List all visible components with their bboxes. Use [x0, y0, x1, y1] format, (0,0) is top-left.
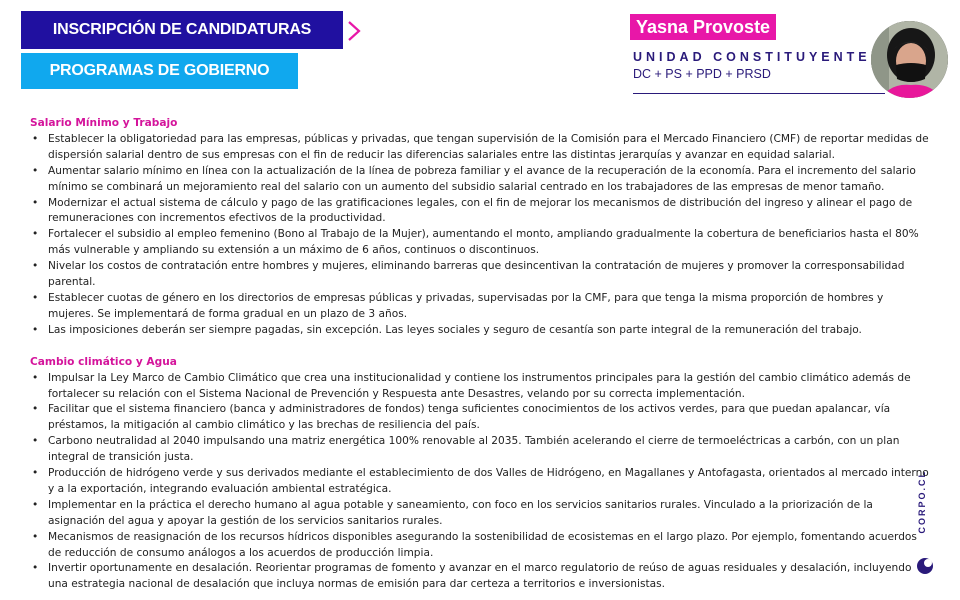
section-salario-trabajo	[30, 116, 930, 339]
bullet-list	[30, 371, 930, 594]
list-item: • Implementar en la práctica el derecho humano al agua potable y saneamiento, con foco en los servicios sanitarios rurales. Vinculado a la priorización de la asignación del agua y apoyar la gestión de los servicios sanitarios rurales.	[30, 498, 930, 530]
party-list: DC + PS + PPD + PRSD	[633, 67, 771, 81]
nav-programas-de-gobierno-button[interactable]: PROGRAMAS DE GOBIERNO	[21, 53, 298, 89]
list-item: • Aumentar salario mínimo en línea con la actualización de la línea de pobreza familiar y el avance de la recuperación de la economía. Para el incremento del salario mínimo se combinará un mejoramiento real del salario con un aumento del subsidio salarial centrado en los trabajadores de las empresas de menor tamaño.	[30, 164, 930, 196]
list-item: • Impulsar la Ley Marco de Cambio Climático que crea una institucionalidad y contiene los instrumentos principales para la gestión del cambio climático además de fortalecer su relación con el Sistema Nacional de Prevención y Respuesta ante Desastres, velando por su correcta implementación.	[30, 371, 930, 403]
chevron-right-icon	[346, 19, 362, 43]
bullet-list	[30, 132, 930, 339]
nav-inscripcion-candidaturas-button[interactable]: INSCRIPCIÓN DE CANDIDATURAS	[21, 11, 343, 49]
list-item: • Las imposiciones deberán ser siempre pagadas, sin excepción. Las leyes sociales y seguro de cesantía son parte integral de la remuneración del trabajo.	[30, 323, 930, 339]
candidate-avatar	[871, 21, 948, 98]
list-item: • Establecer cuotas de género en los directorios de empresas públicas y privadas, supervisadas por la CMF, para que tenga la misma proporción de hombres y mujeres. Se implementará de forma gradual en un plazo de 3 años.	[30, 291, 930, 323]
list-item: • Mecanismos de reasignación de los recursos hídricos disponibles asegurando la sostenibilidad de ecosistemas en el largo plazo. Por ejemplo, fomentando acuerdos de reducción de consumo análogos a los acuerdos de producción limpia.	[30, 530, 930, 562]
list-item: • Carbono neutralidad al 2040 impulsando una matriz energética 100% renovable al 2035. También acelerando el cierre de termoeléctricas a carbón, con un plan integral de transición justa.	[30, 434, 930, 466]
section-cambio-climatico-agua	[30, 355, 930, 594]
list-item: • Nivelar los costos de contratación entre hombres y mujeres, eliminando barreras que desincentivan la contratación de mujeres y promover la corresponsabilidad parental.	[30, 259, 930, 291]
list-item: • Facilitar que el sistema financiero (banca y administradores de fondos) tenga suficientes conocimientos de los activos verdes, para que puedan apalancar, vía préstamos, la mitigación al cambio climático y las brechas de resiliencia del país.	[30, 402, 930, 434]
section-title: Cambio climático y Agua	[30, 355, 177, 368]
list-item: • Establecer la obligatoriedad para las empresas, públicas y privadas, que tengan supervisión de la Comisión para el Mercado Financiero (CMF) de reportar medidas de dispersión salarial dentro de sus empresas con el fin de reducir las diferencias salariales entre las distintas jerarquías y avanzar en equidad salarial.	[30, 132, 930, 164]
candidate-name: Yasna Provoste	[630, 14, 776, 40]
list-item: • Producción de hidrógeno verde y sus derivados mediante el establecimiento de dos Valles de Hidrógeno, en Magallanes y Antofagasta, orientados al mercado interno y a la exportación, integrando evaluación ambiental estratégica.	[30, 466, 930, 498]
list-item: • Fortalecer el subsidio al empleo femenino (Bono al Trabajo de la Mujer), aumentando el monto, ampliando gradualmente la cobertura de beneficiarios hasta el 80% más vulnerable y ampliando su extensión a un máximo de 6 años, continuos o discontinuos.	[30, 227, 930, 259]
list-item: • Modernizar el actual sistema de cálculo y pago de las gratificaciones legales, con el fin de mejorar los mecanismos de distribución del ingreso y alinear el pago de remuneraciones con incrementos efectivos de la productividad.	[30, 196, 930, 228]
section-title: Salario Mínimo y Trabajo	[30, 117, 178, 129]
coalition-name: UNIDAD CONSTITUYENTE	[633, 50, 871, 64]
program-content	[30, 116, 930, 593]
header-divider	[633, 93, 885, 94]
list-item: • Invertir oportunamente en desalación. Reorientar programas de fomento y avanzar en el marco regulatorio de reúso de aguas residuales y desalación, incluyendo una estrategia nacional de desalación que incluya normas de emisión para dar certeza a territorios e inversionistas.	[30, 561, 930, 593]
svg-text:CORPO.CL: CORPO.CL	[917, 470, 927, 534]
